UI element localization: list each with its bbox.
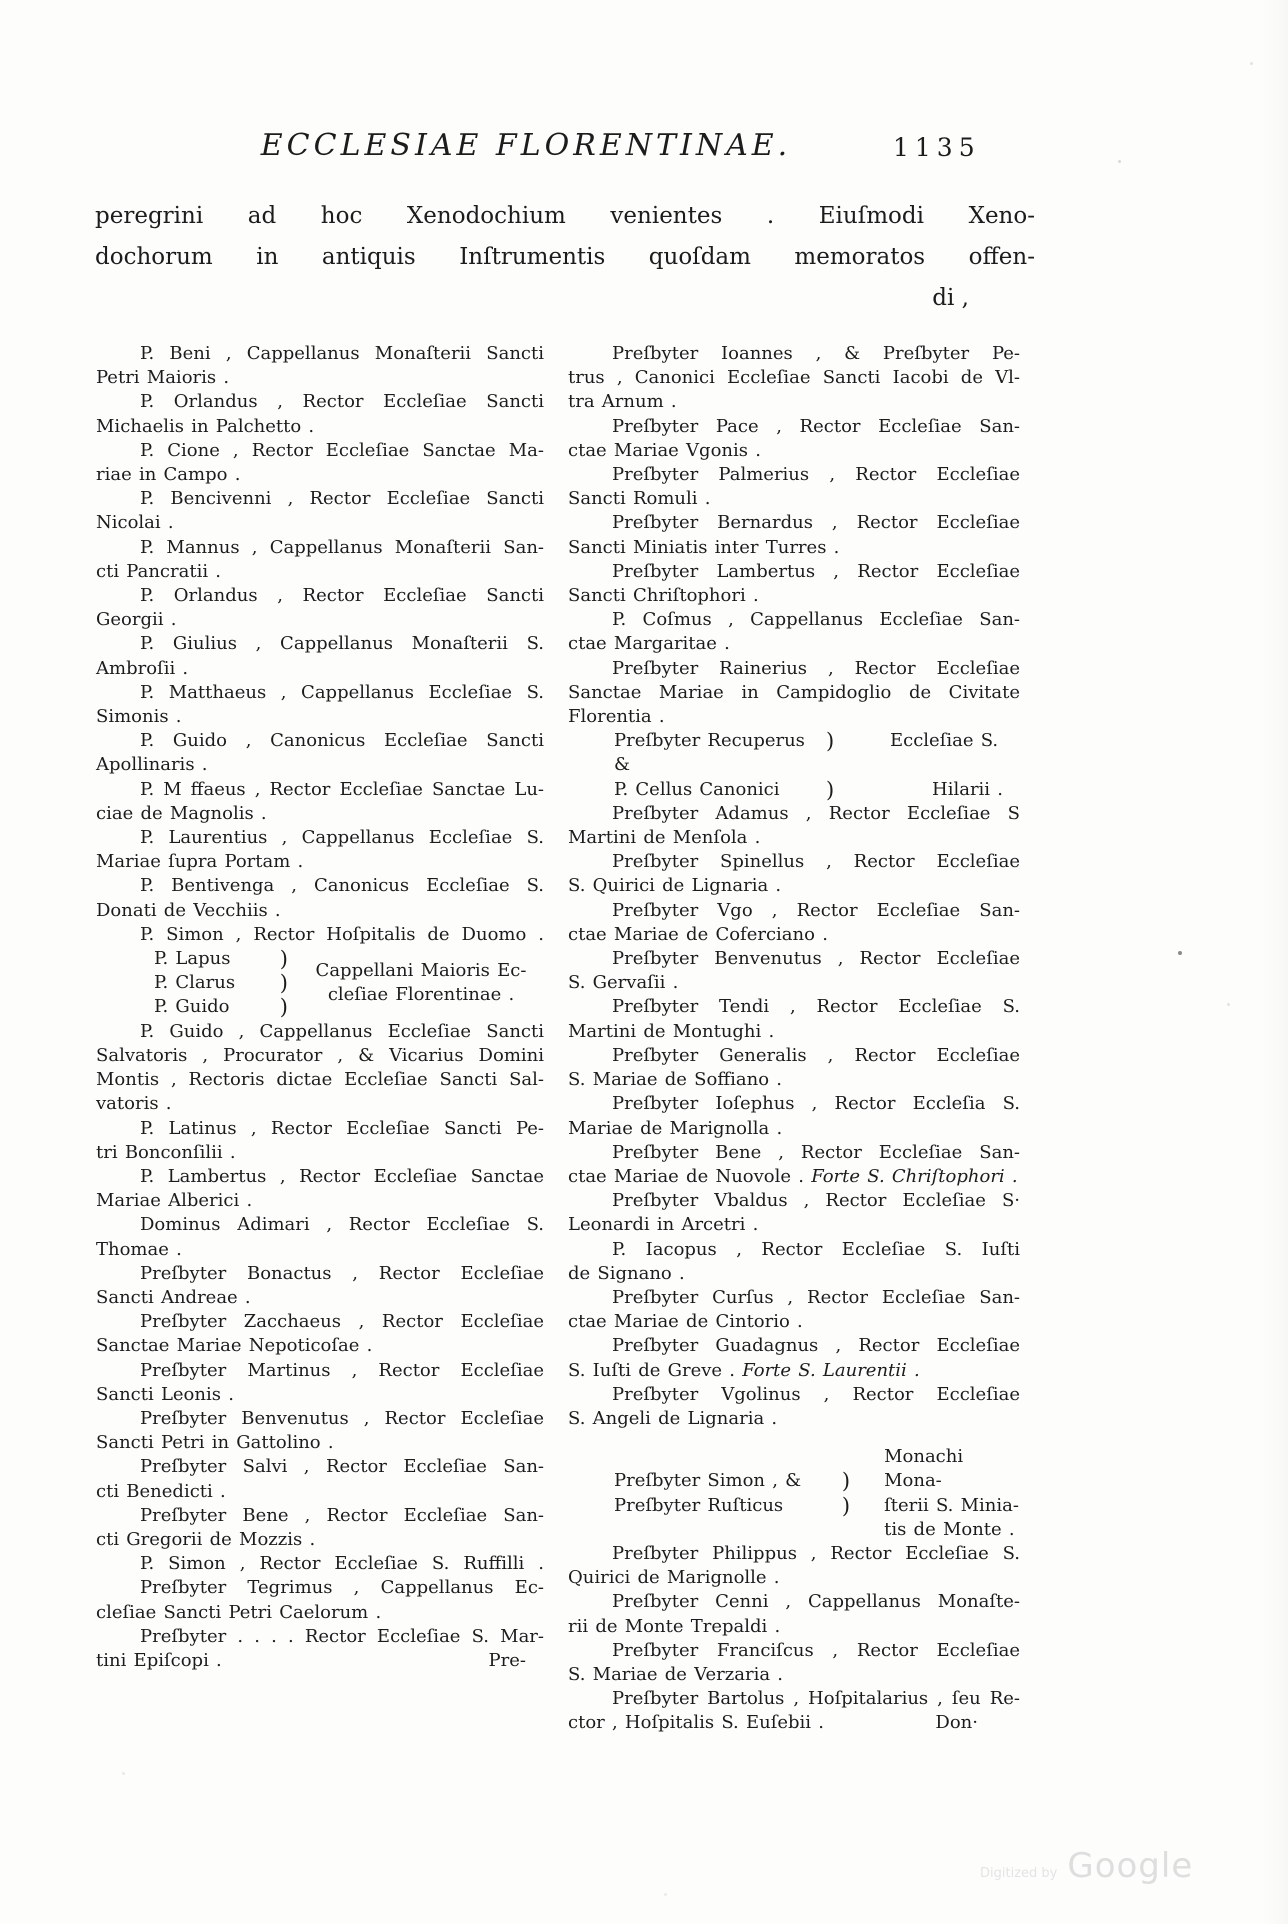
entry-line: Salvatoris , Procurator , & Vicarius Domini — [96, 1044, 544, 1066]
bracket-label-line: Monachi Mona- — [884, 1446, 964, 1492]
entry — [96, 1359, 544, 1407]
entry-line: cti Benedicti . — [96, 1480, 226, 1502]
entry-line: P. Bentivenga , Canonicus Eccleſiae S. — [140, 875, 544, 897]
entry-line: Preſbyter Bene , Rector Eccleſiae San- — [140, 1504, 544, 1526]
entry — [96, 487, 544, 535]
bracket-name: Preſbyter Ruſticus — [614, 1494, 784, 1516]
entry-line: P. Orlandus , Rector Eccleſiae Sancti — [140, 391, 544, 413]
entry-line: Quirici de Marignolle . — [568, 1567, 780, 1589]
entry-line: Leonardi in Arcetri . — [568, 1214, 759, 1236]
entry-line: Sancti Leonis . — [96, 1383, 234, 1405]
entry-line: Preſbyter Ioannes , & Preſbyter Pe- — [612, 343, 1020, 364]
bracket-row — [614, 729, 1020, 777]
entry-line: Preſbyter Adamus , Rector Eccleſiae S — [612, 802, 1020, 824]
entry-line: Preſbyter Curſus , Rector Eccleſiae San- — [612, 1286, 1020, 1308]
entry-line: Preſbyter Vbaldus , Rector Eccleſiae S· — [612, 1190, 1020, 1212]
running-title: ECCLESIAE FLORENTINAE. — [260, 128, 792, 163]
entry — [96, 826, 544, 874]
bracket-group — [568, 729, 1020, 802]
entry — [568, 1141, 1020, 1189]
entry-line: Preſbyter Martinus , Rector Eccleſiae — [140, 1359, 544, 1381]
entry-line: P. Coſmus , Cappellanus Eccleſiae San- — [612, 609, 1020, 631]
entry — [96, 1552, 544, 1576]
entry-line: Preſbyter Vgo , Rector Eccleſiae San- — [612, 899, 1020, 921]
entry — [568, 1687, 1020, 1735]
scan-speck — [1178, 951, 1182, 955]
catchword: Pre- — [488, 1649, 526, 1671]
entry-line: S. Mariae de Verzaria . — [568, 1663, 784, 1685]
entry-line: Mariae ſupra Portam . — [96, 851, 304, 873]
bracket-label-line: cleſiae Florentinae . — [327, 984, 515, 1006]
bracket-name: P. Cellus Canonici — [614, 778, 780, 800]
entry-line: Dominus Adimari , Rector Eccleſiae S. — [140, 1214, 544, 1236]
bracket-name: Preſbyter Simon , & — [614, 1470, 802, 1492]
entry-line: Preſbyter Vgolinus , Rector Eccleſiae — [612, 1383, 1020, 1405]
entry — [96, 390, 544, 438]
digitized-by-google-watermark — [980, 1846, 1193, 1886]
entry-line: Preſbyter Bartolus , Hoſpitalarius , ſeu Re- — [612, 1688, 1020, 1710]
entry — [96, 1504, 544, 1552]
entry — [568, 1189, 1020, 1237]
intro-line: peregrini ad hoc Xenodochium venientes . Eiuſmodi Xeno- — [95, 203, 1035, 229]
entry-line: Sancti Andreae . — [96, 1286, 251, 1308]
intro-paragraph — [95, 196, 1035, 319]
entry-line: ctae Mariae de Nuovole . Forte S. Chriſtophori . — [568, 1165, 1018, 1187]
entry-line: P. Laurentius , Cappellanus Eccleſiae S. — [140, 827, 544, 849]
entry — [96, 632, 544, 680]
entry-line: P. Simon , Rector Eccleſiae S. Ruffilli . — [140, 1553, 544, 1575]
entry-line: P. Mannus , Cappellanus Monaſterii San- — [140, 536, 544, 558]
entry-line: cti Gregorii de Mozzis . — [96, 1528, 316, 1550]
entry-line: Preſbyter Tendi , Rector Eccleſiae S. — [612, 996, 1020, 1018]
entry — [568, 511, 1020, 559]
bracket-names — [614, 1469, 850, 1517]
entry — [96, 439, 544, 487]
bracket-label-line: ſterii S. Minia- — [884, 1494, 1019, 1516]
entry-line: Apollinaris . — [96, 754, 208, 776]
entry-line: Preſbyter Palmerius , Rector Eccleſiae — [612, 464, 1020, 486]
scan-speck — [1250, 62, 1253, 65]
bracket-name: P. Clarus — [154, 972, 236, 994]
bracket-label-line: Cappellani Maioris Ec- — [315, 960, 527, 982]
intro-line: dochorum in antiquis Inſtrumentis quoſdam memoratos offen- — [95, 244, 1035, 270]
entry — [568, 1639, 1020, 1687]
bracket-name-row — [154, 971, 288, 995]
entry — [568, 342, 1020, 415]
entry-line: de Signano . — [568, 1262, 685, 1284]
bracket-name-row — [154, 995, 288, 1019]
entry-line: Martini de Montughi . — [568, 1020, 775, 1042]
entry — [96, 778, 544, 826]
entry-line: Preſbyter Benvenutus , Rector Eccleſiae — [140, 1407, 544, 1429]
entry-line: Preſbyter . . . . Rector Eccleſiae S. Mar- — [140, 1625, 544, 1647]
entry-line: Preſbyter Salvi , Rector Eccleſiae San- — [140, 1456, 544, 1478]
bracket-group — [568, 1445, 1020, 1542]
editorial-note: Forte S. Laurentii . — [742, 1359, 920, 1381]
bracket-name-row — [614, 1469, 850, 1493]
bracket-group — [96, 947, 544, 1020]
entry — [96, 536, 544, 584]
entry — [96, 923, 544, 947]
bracket-name: Preſbyter Recuperus & — [614, 730, 805, 776]
page-edge-shadow — [1262, 0, 1288, 1924]
entry-line: Preſbyter Bernardus , Rector Eccleſiae — [612, 512, 1020, 534]
entry-line: Preſbyter Pace , Rector Eccleſiae San- — [612, 415, 1020, 437]
entry — [568, 1383, 1020, 1431]
entry-line: S. Mariae de Soffiano . — [568, 1069, 782, 1091]
entry-line: P. Guido , Cappellanus Eccleſiae Sancti — [140, 1020, 544, 1042]
entry — [96, 1117, 544, 1165]
entry — [96, 1407, 544, 1455]
entry-line: Florentia . — [568, 706, 665, 728]
entry-line: Petri Maioris . — [96, 367, 230, 389]
entry — [568, 995, 1020, 1043]
bracket-paren: ) — [279, 971, 288, 996]
entry — [96, 342, 544, 390]
entry — [96, 1625, 544, 1673]
entry-line: S. Quirici de Lignaria . — [568, 875, 782, 897]
entry-line: cti Pancratii . — [96, 560, 222, 582]
entry-line: Simonis . — [96, 706, 182, 728]
entry — [96, 1020, 544, 1117]
entry — [568, 802, 1020, 850]
entry-line: Montis , Rectoris dictae Eccleſiae Sancti Sal- — [96, 1069, 544, 1091]
entry-line: Preſbyter Benvenutus , Rector Eccleſiae — [612, 948, 1020, 970]
entry-line: Preſbyter Cenni , Cappellanus Monaſte- — [612, 1591, 1020, 1613]
entry-line: P. Simon , Rector Hoſpitalis de Duomo . — [140, 923, 544, 945]
entry-line: P. Lambertus , Rector Eccleſiae Sanctae — [140, 1165, 544, 1187]
entry-line: Preſbyter Zacchaeus , Rector Eccleſiae — [140, 1311, 544, 1333]
entry-line: P. Giulius , Cappellanus Monaſterii S. — [140, 633, 544, 655]
entry — [568, 1334, 1020, 1382]
entry — [96, 681, 544, 729]
entry-line: Preſbyter Ioſephus , Rector Eccleſia S. — [612, 1093, 1020, 1115]
entry-line: Ambroſii . — [96, 657, 189, 679]
entry-line: Mariae Alberici . — [96, 1190, 253, 1212]
entry-line: Preſbyter Generalis , Rector Eccleſiae — [612, 1044, 1020, 1066]
entry-line: rii de Monte Trepaldi . — [568, 1615, 781, 1637]
bracket-paren: ) — [826, 777, 835, 802]
bracket-labels — [288, 959, 544, 1007]
entry-line: Nicolai . — [96, 512, 174, 534]
entry-line: ctae Mariae de Cintorio . — [568, 1311, 803, 1333]
entry-line: Sanctae Mariae in Campidoglio de Civitate — [568, 681, 1020, 703]
entry-line: S. Gervaſii . — [568, 972, 679, 994]
bracket-name: P. Lapus — [154, 948, 231, 970]
entry-line: Michaelis in Palchetto . — [96, 415, 315, 437]
entry-line: ctae Mariae Vgonis . — [568, 439, 761, 461]
editorial-note: Forte S. Chriſtophori . — [811, 1165, 1018, 1187]
entry-line: Donati de Vecchiis . — [96, 899, 281, 921]
entry-line: S. Iuſti de Greve . Forte S. Laurentii . — [568, 1359, 920, 1381]
entry-line: vatoris . — [96, 1093, 172, 1115]
entry-line: tri Bonconſilii . — [96, 1141, 236, 1163]
bracket-row — [614, 778, 1020, 802]
entry — [96, 1576, 544, 1624]
entry — [96, 584, 544, 632]
catchword: Don· — [935, 1712, 978, 1734]
entry-line: ctae Mariae de Coferciano . — [568, 923, 828, 945]
entry-line: P. M ffaeus , Rector Eccleſiae Sanctae Lu- — [140, 778, 544, 800]
entry-line: Preſbyter Bonactus , Rector Eccleſiae — [140, 1262, 544, 1284]
entry-line: Preſbyter Rainerius , Rector Eccleſiae — [612, 657, 1020, 679]
entry-line: P. Bencivenni , Rector Eccleſiae Sancti — [140, 488, 544, 510]
page-number: 1135 — [893, 133, 981, 162]
entry — [568, 560, 1020, 608]
entry — [96, 1455, 544, 1503]
entry-line: Don· ctor , Hoſpitalis S. Euſebii . — [568, 1711, 1020, 1735]
entry-line: Sancti Chriſtophori . — [568, 585, 759, 607]
entry-line: P. Iacopus , Rector Eccleſiae S. Iuſti — [612, 1238, 1020, 1260]
entry-line: Georgii . — [96, 609, 177, 631]
entry — [96, 729, 544, 777]
entry — [568, 1044, 1020, 1092]
entry-line: P. Cione , Rector Eccleſiae Sanctae Ma- — [140, 439, 544, 461]
google-logo-watermark: Google — [1067, 1846, 1194, 1886]
entry — [568, 1238, 1020, 1286]
entry-line: Preſbyter Spinellus , Rector Eccleſiae — [612, 851, 1020, 873]
bracket-label-line: tis de Monte . — [884, 1518, 1015, 1540]
entry — [568, 1542, 1020, 1590]
entry — [568, 899, 1020, 947]
entry-line: S. Angeli de Lignaria . — [568, 1407, 778, 1429]
bracket-names — [154, 947, 288, 1020]
entry-line: Pre- tini Epiſcopi . — [96, 1649, 544, 1673]
bracket-paren: ) — [841, 1493, 851, 1518]
entry-line: Thomae . — [96, 1238, 182, 1260]
entry — [96, 1165, 544, 1213]
bracket-label: Eccleſiae S. — [890, 730, 999, 752]
entry-line: Preſbyter Bene , Rector Eccleſiae San- — [612, 1141, 1020, 1163]
scan-speck — [122, 1772, 125, 1775]
entry-line: P. Matthaeus , Cappellanus Eccleſiae S. — [140, 681, 544, 703]
bracket-paren: ) — [279, 995, 288, 1020]
entry-line: cleſiae Sancti Petri Caelorum . — [96, 1601, 382, 1623]
right-column — [568, 342, 1020, 1736]
bracket-paren: ) — [841, 1469, 851, 1494]
entry-line: Mariae de Marignolla . — [568, 1117, 783, 1139]
entry-line: Sancti Petri in Gattolino . — [96, 1432, 334, 1454]
entry-line: Preſbyter Franciſcus , Rector Eccleſiae — [612, 1639, 1020, 1661]
scan-speck — [1227, 1003, 1230, 1006]
entry — [568, 608, 1020, 656]
entry-line: P. Latinus , Rector Eccleſiae Sancti Pe- — [140, 1117, 544, 1139]
entry-line: Sanctae Mariae Nepoticoſae . — [96, 1335, 373, 1357]
entry — [568, 850, 1020, 898]
scan-speck — [1118, 160, 1121, 163]
bracket-label: Hilarii . — [932, 778, 1004, 800]
bracket-name: P. Guido — [154, 996, 230, 1018]
entry — [568, 415, 1020, 463]
entry-line: Preſbyter Tegrimus , Cappellanus Ec- — [140, 1577, 544, 1599]
intro-line: di , — [932, 285, 969, 311]
entry-line: Preſbyter Lambertus , Rector Eccleſiae — [612, 560, 1020, 582]
entry-line: Martini de Menſola . — [568, 827, 761, 849]
entry — [568, 657, 1020, 730]
entry-line: riae in Campo . — [96, 464, 241, 486]
entry — [568, 1286, 1020, 1334]
bracket-name-row — [614, 1494, 850, 1518]
entry-line: Sancti Miniatis inter Turres . — [568, 536, 840, 558]
entry-line: P. Guido , Canonicus Eccleſiae Sancti — [140, 730, 544, 752]
entry-line: ciae de Magnolis . — [96, 802, 267, 824]
entry — [96, 1310, 544, 1358]
entry — [96, 1262, 544, 1310]
entry — [568, 1092, 1020, 1140]
entry-line: Sancti Romuli . — [568, 488, 711, 510]
scan-speck — [664, 1893, 667, 1896]
watermark-prefix: Digitized by — [980, 1866, 1058, 1881]
bracket-labels — [850, 1445, 1020, 1542]
left-column — [96, 342, 544, 1673]
entry-line: P. Orlandus , Rector Eccleſiae Sancti — [140, 585, 544, 607]
entry-line: trus , Canonici Eccleſiae Sancti Iacobi de Vl- — [568, 367, 1020, 389]
entry — [96, 874, 544, 922]
entry-line: P. Beni , Cappellanus Monaſterii Sancti — [140, 343, 544, 364]
entry — [96, 1213, 544, 1261]
bracket-name-row — [154, 947, 288, 971]
entry-line: Preſbyter Guadagnus , Rector Eccleſiae — [612, 1335, 1020, 1357]
bracket-paren: ) — [279, 947, 288, 972]
entry-line: tra Arnum . — [568, 391, 677, 413]
entry — [568, 1590, 1020, 1638]
entry — [568, 463, 1020, 511]
entry — [568, 947, 1020, 995]
entry-line: ctae Margaritae . — [568, 633, 730, 655]
entry-line: Preſbyter Philippus , Rector Eccleſiae S. — [612, 1542, 1020, 1564]
bracket-paren: ) — [826, 729, 835, 754]
